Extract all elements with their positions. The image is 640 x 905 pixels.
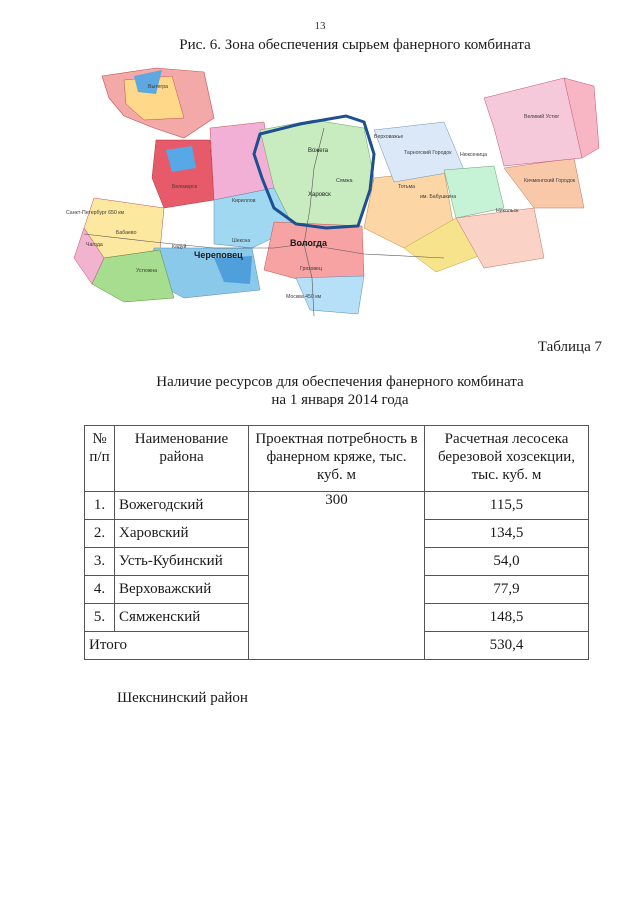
map-label-babaevo: Бабаево [116,230,137,236]
body-text: Шекснинский район [117,690,248,706]
map-label-gryazovets: Грязовец [300,266,322,272]
table-title-line1: Наличие ресурсов для обеспечения фанерного комбината [156,374,524,390]
map-label-ustyuzhna: Устюжна [136,268,157,274]
header-cutting: Расчетная лесосека березовой хозсекции, тыс. куб. м [425,426,589,492]
row-name: Верховажский [115,576,249,604]
map-label-vologda: Вологда [290,238,327,248]
map-district-ustyuzhna [92,250,174,302]
map-label-syamzha: Сямжа [336,178,353,184]
table-label: Таблица 7 [537,339,602,355]
row-value: 148,5 [425,604,589,632]
map-label-sheksna: Шексна [232,238,251,244]
map-label-babushkina: им. Бабушкина [420,194,457,200]
resources-table [84,425,589,660]
row-name: Сямженский [115,604,249,632]
row-num: 5. [85,604,115,632]
row-value: 54,0 [425,548,589,576]
map-label-spb: Санкт-Петербург 650 км [66,210,125,216]
row-num: 2. [85,520,115,548]
map-label-verhovazhye: Верховажье [374,134,404,140]
map-label-belozersk: Белозерск [172,184,197,190]
row-name: Усть-Кубинский [115,548,249,576]
map-label-cherepovets: Череповец [194,250,243,260]
region-map-svg [64,58,602,320]
map-label-tarnogsky: Тарногский Городок [404,150,452,156]
figure-caption: Рис. 6. Зона обеспечения сырьем фанерного комбината [179,37,531,53]
row-name: Харовский [115,520,249,548]
map-label-vytegra: Вытегра [148,84,169,90]
map-label-moscow: Москва 450 км [286,294,322,300]
row-value: 115,5 [425,492,589,520]
row-num: 3. [85,548,115,576]
table-title-line2: на 1 января 2014 года [271,392,409,408]
row-num: 1. [85,492,115,520]
map-district-vologda [264,222,364,282]
page-number: 13 [314,20,326,32]
table-title [0,373,640,409]
row-value: 134,5 [425,520,589,548]
header-requirement: Проектная потребность в фанерном кряже, тыс. куб. м [249,426,425,492]
map-label-kharovsk: Харовск [308,192,331,198]
row-value: 77,9 [425,576,589,604]
requirement-value: 300 [249,492,425,660]
map-label-totma: Тотьма [398,184,416,190]
total-label: Итого [85,632,249,660]
table-row [85,492,589,520]
map-label-velikiy-ustyug: Великий Устюг [524,114,560,120]
row-num: 4. [85,576,115,604]
map-label-nyuksenitsa: Нюксеница [460,152,488,158]
map-label-kaduy: Кадуй [172,244,187,250]
map-label-chagoda: Чагода [86,242,103,248]
row-name: Вожегодский [115,492,249,520]
map-label-nikolsk: Никольск [496,208,519,214]
region-map [64,58,602,320]
header-name: Наименование района [115,426,249,492]
total-value: 530,4 [425,632,589,660]
map-label-vozhega: Вожега [308,148,329,154]
map-label-kichmengsky: Кичменгский Городок [524,178,575,184]
map-label-kirillov: Кириллов [232,198,256,204]
table-header-row [85,426,589,492]
header-num: № п/п [85,426,115,492]
map-district-nyuksenitsa [444,166,504,218]
